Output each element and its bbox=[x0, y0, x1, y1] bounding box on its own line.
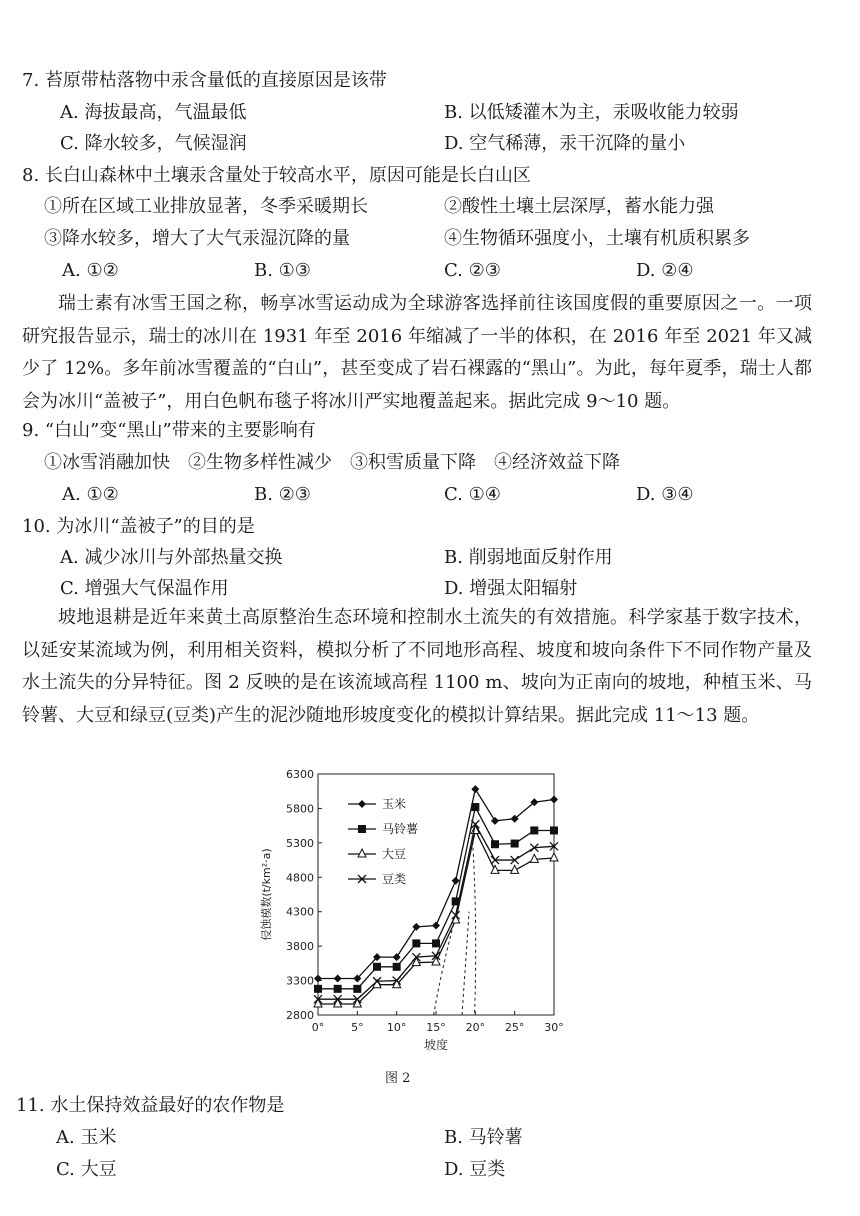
y-tick-label: 2800 bbox=[286, 1009, 314, 1022]
q8-statement-2: ②酸性土壤土层深厚，蓄水能力强 bbox=[444, 196, 714, 217]
figure-caption: 图 2 bbox=[385, 1071, 411, 1086]
y-tick-label: 5300 bbox=[286, 836, 314, 850]
chart-series bbox=[314, 785, 558, 1007]
series-3 bbox=[314, 825, 558, 1007]
x-tick-label: 25° bbox=[504, 1021, 525, 1034]
data-point bbox=[530, 854, 538, 862]
chart-legend bbox=[348, 796, 418, 886]
q9-option-d: D. ③④ bbox=[636, 484, 694, 505]
data-point bbox=[412, 939, 420, 947]
q9-option-b: B. ②③ bbox=[254, 484, 311, 505]
data-point bbox=[373, 963, 381, 971]
data-point bbox=[491, 865, 499, 873]
y-tick-label: 3800 bbox=[286, 940, 314, 954]
data-point bbox=[511, 840, 519, 848]
erosion-chart bbox=[250, 760, 580, 1070]
q7-stem: 7. 苔原带枯落物中汞含量低的直接原因是该带 bbox=[22, 70, 387, 91]
chart-axes bbox=[259, 768, 564, 1052]
data-point bbox=[353, 999, 361, 1007]
q8-statement-4: ④生物循环强度小，土壤有机质积累多 bbox=[444, 228, 750, 249]
data-point bbox=[353, 985, 361, 993]
data-point bbox=[550, 795, 558, 803]
data-point bbox=[432, 939, 440, 947]
guide-line-3 bbox=[472, 836, 476, 1015]
q7-option-d: D. 空气稀薄，汞干沉降的量小 bbox=[444, 133, 686, 154]
y-tick-label: 6300 bbox=[286, 768, 314, 781]
y-tick-label: 3300 bbox=[286, 974, 314, 988]
q10-option-a: A. 减少冰川与外部热量交换 bbox=[60, 547, 283, 568]
q11-option-c: C. 大豆 bbox=[56, 1159, 117, 1180]
legend-label: 豆类 bbox=[382, 872, 407, 886]
x-tick-label: 30° bbox=[544, 1021, 564, 1034]
data-point bbox=[393, 953, 401, 961]
legend-marker bbox=[358, 800, 366, 808]
x-axis-label: 坡度 bbox=[423, 1038, 449, 1052]
q8-option-b: B. ①③ bbox=[254, 260, 311, 281]
q9-option-c: C. ①④ bbox=[444, 484, 501, 505]
y-tick-label: 4800 bbox=[286, 871, 314, 885]
q8-stem: 8. 长白山森林中土壤汞含量处于较高水平，原因可能是长白山区 bbox=[22, 165, 531, 186]
legend-label: 玉米 bbox=[382, 797, 407, 811]
y-tick-label: 4300 bbox=[286, 905, 314, 919]
q8-statement-1: ①所在区域工业排放显著，冬季采暖期长 bbox=[44, 196, 368, 217]
data-point bbox=[314, 975, 322, 983]
data-point bbox=[550, 826, 558, 834]
legend-marker bbox=[358, 849, 366, 857]
data-point bbox=[471, 803, 479, 811]
legend-item-4 bbox=[348, 871, 406, 886]
q9-statements: ①冰雪消融加快 ②生物多样性减少 ③积雪质量下降 ④经济效益下降 bbox=[44, 452, 620, 473]
data-point bbox=[334, 985, 342, 993]
q7-option-c: C. 降水较多，气候湿润 bbox=[60, 133, 247, 154]
x-tick-label: 0° bbox=[311, 1021, 325, 1034]
passage-glacier: 瑞士素有冰雪王国之称，畅享冰雪运动成为全球游客选择前往该国度假的重要原因之一。一项研究报告显示，瑞士的冰川在 1931 年至 2016 年缩减了一半的体积，在 2016 年至 2021 年又减少了 12%。多年前冰雪覆盖的“白山”，甚至变成了岩石裸露的“黑山”。为此，每年夏季，瑞士人都会为冰川“盖被子”，用白色帆布毯子将冰川严实地覆盖起来。据此完成 9～10 题。 bbox=[22, 293, 812, 412]
q8-option-a: A. ①② bbox=[62, 260, 119, 281]
y-tick-label: 5800 bbox=[286, 802, 314, 816]
q7-option-a: A. 海拔最高，气温最低 bbox=[60, 102, 247, 123]
q11-option-b: B. 马铃薯 bbox=[444, 1127, 523, 1148]
data-point bbox=[530, 826, 538, 834]
data-point bbox=[491, 817, 499, 825]
data-point bbox=[412, 958, 420, 966]
passage-loess: 坡地退耕是近年来黄土高原整治生态环境和控制水土流失的有效措施。科学家基于数字技术，以延安某流域为例，利用相关资料，模拟分析了不同地形高程、坡度和坡向条件下不同作物产量及水土流失的分异特征。图 2 反映的是在该流域高程 1100 m、坡向为正南向的坡地，种植玉米、马铃薯、大豆和绿豆(豆类)产生的泥沙随地形坡度变化的模拟计算结果。据此完成 11～13 题。 bbox=[22, 607, 812, 726]
guide-line-1 bbox=[434, 922, 454, 1015]
data-point bbox=[314, 985, 322, 993]
data-point bbox=[452, 877, 460, 885]
series-4 bbox=[314, 820, 558, 1003]
series-line bbox=[318, 824, 554, 999]
q7-option-b: B. 以低矮灌木为主，汞吸收能力较弱 bbox=[444, 102, 739, 123]
q8-statement-3: ③降水较多，增大了大气汞湿沉降的量 bbox=[44, 228, 350, 249]
x-tick-label: 15° bbox=[426, 1021, 446, 1034]
q9-option-a: A. ①② bbox=[62, 484, 119, 505]
data-point bbox=[334, 999, 342, 1007]
x-tick-label: 5° bbox=[351, 1021, 364, 1034]
q9-stem: 9. “白山”变“黑山”带来的主要影响有 bbox=[22, 420, 316, 441]
data-point bbox=[491, 840, 499, 848]
q11-option-d: D. 豆类 bbox=[444, 1159, 506, 1180]
q10-option-d: D. 增强太阳辐射 bbox=[444, 578, 578, 599]
legend-label: 大豆 bbox=[382, 847, 407, 861]
q8-option-c: C. ②③ bbox=[444, 260, 501, 281]
q10-option-b: B. 削弱地面反射作用 bbox=[444, 547, 613, 568]
q8-option-d: D. ②④ bbox=[636, 260, 694, 281]
y-axis-label: 侵蚀模数(t/km²·a) bbox=[260, 848, 273, 941]
data-point bbox=[471, 785, 479, 793]
q10-option-c: C. 增强大气保温作用 bbox=[60, 578, 229, 599]
q11-stem: 11. 水土保持效益最好的农作物是 bbox=[16, 1095, 285, 1116]
q11-option-a: A. 玉米 bbox=[56, 1127, 117, 1148]
series-1 bbox=[314, 785, 558, 982]
legend-item-1 bbox=[348, 796, 406, 811]
legend-marker bbox=[358, 825, 366, 833]
x-tick-label: 10° bbox=[386, 1021, 407, 1034]
data-point bbox=[550, 853, 558, 861]
legend-label: 马铃薯 bbox=[382, 822, 419, 836]
series-line bbox=[318, 789, 554, 978]
data-point bbox=[432, 921, 440, 929]
data-point bbox=[412, 923, 420, 931]
guide-line-2 bbox=[462, 912, 469, 1015]
q10-stem: 10. 为冰川“盖被子”的目的是 bbox=[22, 516, 255, 537]
data-point bbox=[393, 963, 401, 971]
data-point bbox=[314, 999, 322, 1007]
x-tick-label: 20° bbox=[465, 1021, 486, 1034]
legend-item-2 bbox=[348, 821, 418, 836]
data-point bbox=[334, 975, 342, 983]
legend-item-3 bbox=[348, 846, 406, 861]
